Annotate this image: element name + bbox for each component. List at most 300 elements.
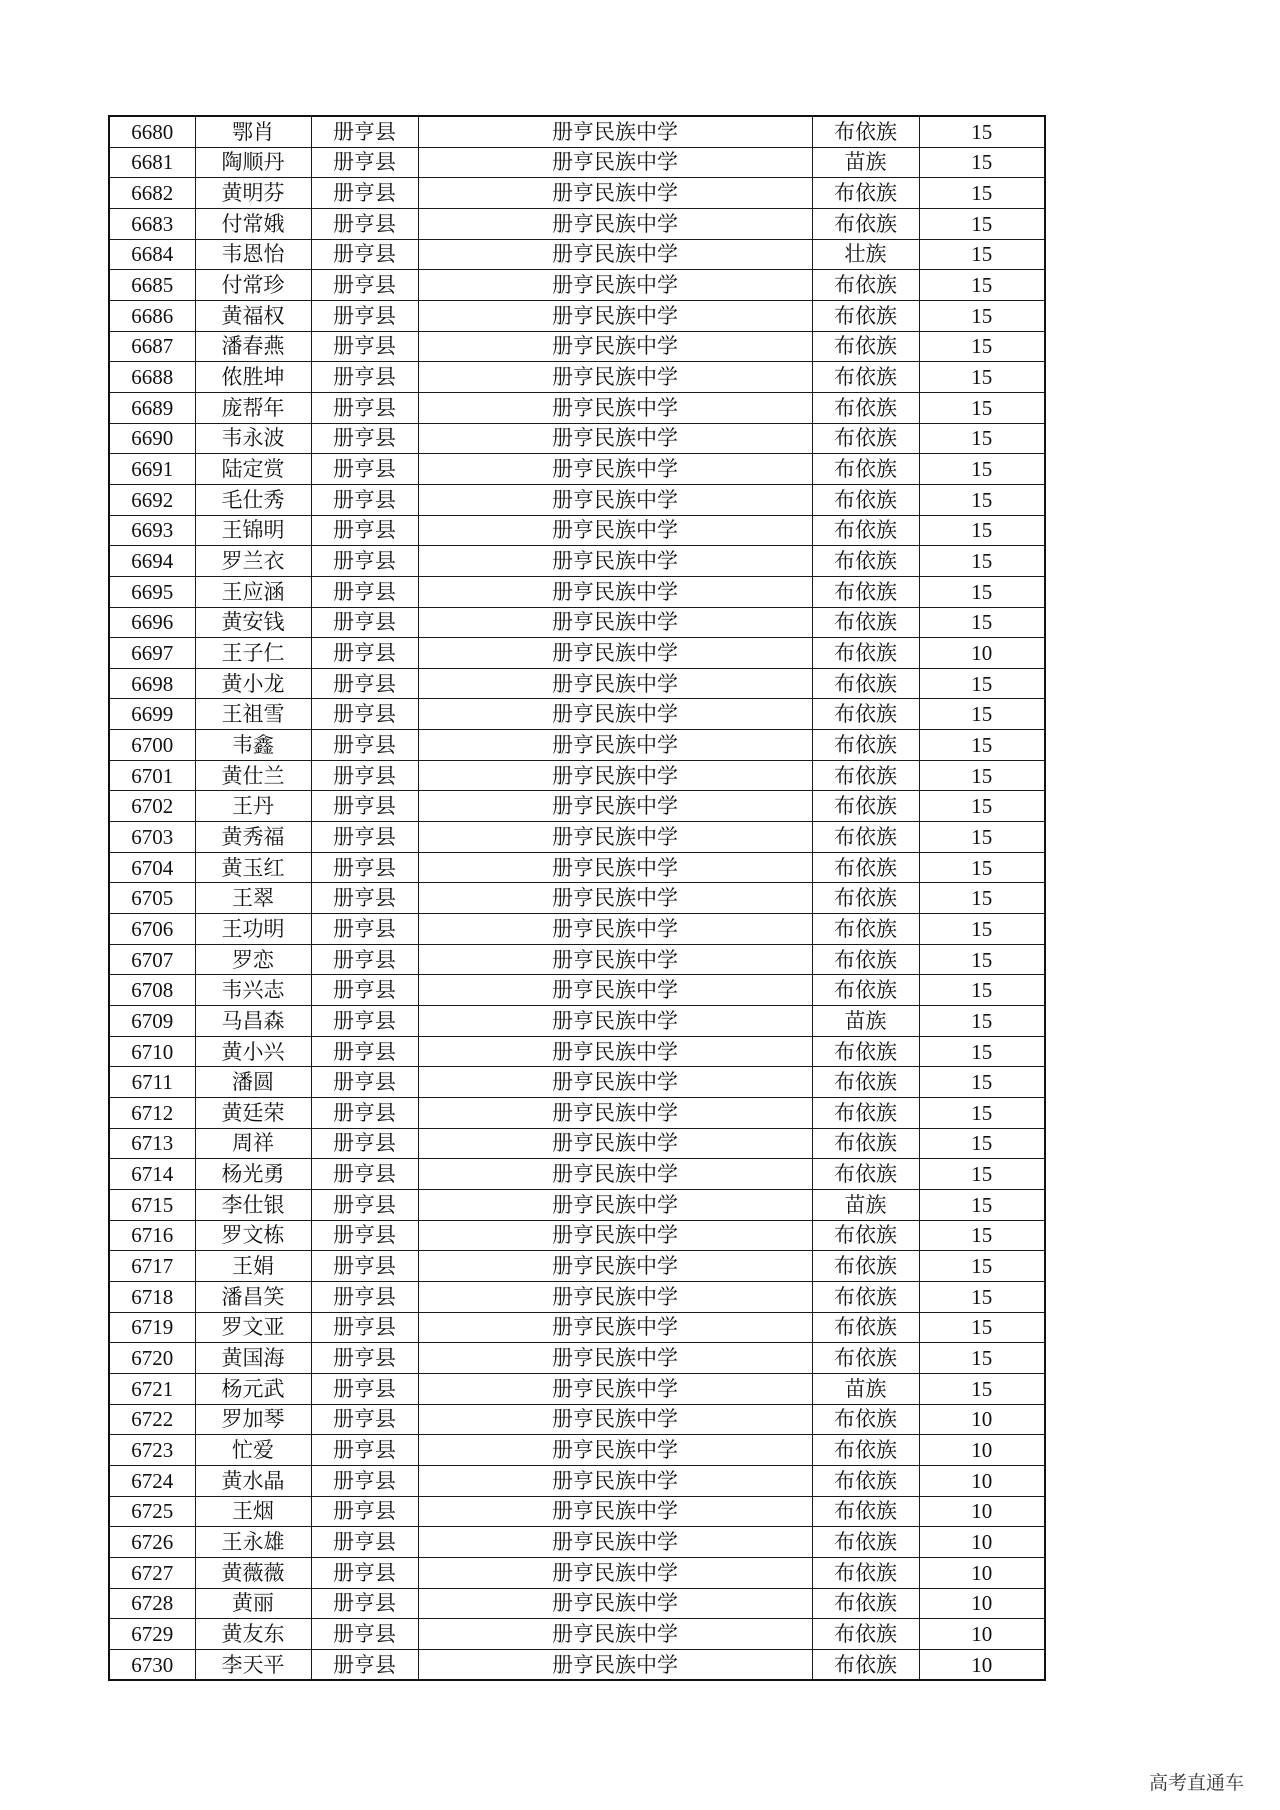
student-name-cell: 黄薇薇	[195, 1557, 311, 1588]
student-name-cell: 王娟	[195, 1251, 311, 1282]
county-cell: 册亨县	[311, 1098, 418, 1129]
student-name-cell: 韦兴志	[195, 975, 311, 1006]
bonus-points-cell: 15	[919, 362, 1045, 393]
watermark-text: 高考直通车	[1148, 1772, 1244, 1794]
serial-number-cell: 6680	[109, 116, 195, 147]
student-name-cell: 潘圆	[195, 1067, 311, 1098]
school-cell: 册亨民族中学	[418, 546, 812, 577]
score-table-body	[109, 116, 1045, 1680]
bonus-points-cell: 15	[919, 1312, 1045, 1343]
county-cell: 册亨县	[311, 607, 418, 638]
ethnicity-cell: 布依族	[812, 638, 919, 669]
table-row	[109, 576, 1045, 607]
serial-number-cell: 6689	[109, 392, 195, 423]
serial-number-cell: 6688	[109, 362, 195, 393]
ethnicity-cell: 布依族	[812, 822, 919, 853]
county-cell: 册亨县	[311, 1435, 418, 1466]
student-name-cell: 王应涵	[195, 576, 311, 607]
ethnicity-cell: 布依族	[812, 1220, 919, 1251]
serial-number-cell: 6728	[109, 1588, 195, 1619]
county-cell: 册亨县	[311, 730, 418, 761]
county-cell: 册亨县	[311, 392, 418, 423]
school-cell: 册亨民族中学	[418, 1098, 812, 1129]
county-cell: 册亨县	[311, 760, 418, 791]
county-cell: 册亨县	[311, 1619, 418, 1650]
student-name-cell: 韦永波	[195, 423, 311, 454]
bonus-points-cell: 15	[919, 178, 1045, 209]
ethnicity-cell: 布依族	[812, 1465, 919, 1496]
student-name-cell: 黄国海	[195, 1343, 311, 1374]
serial-number-cell: 6713	[109, 1128, 195, 1159]
student-name-cell: 黄明芬	[195, 178, 311, 209]
table-row	[109, 1312, 1045, 1343]
county-cell: 册亨县	[311, 331, 418, 362]
table-row	[109, 1619, 1045, 1650]
bonus-points-cell: 15	[919, 1343, 1045, 1374]
student-name-cell: 陆定赏	[195, 454, 311, 485]
table-row	[109, 638, 1045, 669]
school-cell: 册亨民族中学	[418, 1281, 812, 1312]
student-name-cell: 黄仕兰	[195, 760, 311, 791]
county-cell: 册亨县	[311, 270, 418, 301]
student-name-cell: 罗文栋	[195, 1220, 311, 1251]
student-name-cell: 王永雄	[195, 1527, 311, 1558]
bonus-points-cell: 15	[919, 484, 1045, 515]
bonus-points-cell: 15	[919, 1006, 1045, 1037]
serial-number-cell: 6693	[109, 515, 195, 546]
county-cell: 册亨县	[311, 1465, 418, 1496]
ethnicity-cell: 布依族	[812, 1098, 919, 1129]
bonus-points-cell: 10	[919, 1527, 1045, 1558]
ethnicity-cell: 布依族	[812, 852, 919, 883]
table-row	[109, 699, 1045, 730]
bonus-points-cell: 15	[919, 423, 1045, 454]
student-name-cell: 侬胜坤	[195, 362, 311, 393]
school-cell: 册亨民族中学	[418, 668, 812, 699]
bonus-points-cell: 15	[919, 331, 1045, 362]
table-row	[109, 1373, 1045, 1404]
table-row	[109, 178, 1045, 209]
bonus-points-cell: 15	[919, 147, 1045, 178]
student-name-cell: 王锦明	[195, 515, 311, 546]
ethnicity-cell: 壮族	[812, 239, 919, 270]
county-cell: 册亨县	[311, 944, 418, 975]
table-row	[109, 362, 1045, 393]
county-cell: 册亨县	[311, 975, 418, 1006]
bonus-points-cell: 15	[919, 852, 1045, 883]
student-name-cell: 马昌森	[195, 1006, 311, 1037]
school-cell: 册亨民族中学	[418, 331, 812, 362]
school-cell: 册亨民族中学	[418, 454, 812, 485]
ethnicity-cell: 布依族	[812, 975, 919, 1006]
ethnicity-cell: 布依族	[812, 331, 919, 362]
table-row	[109, 270, 1045, 301]
table-row	[109, 208, 1045, 239]
school-cell: 册亨民族中学	[418, 1006, 812, 1037]
table-row	[109, 1496, 1045, 1527]
school-cell: 册亨民族中学	[418, 576, 812, 607]
table-row	[109, 1006, 1045, 1037]
bonus-points-cell: 15	[919, 914, 1045, 945]
table-row	[109, 546, 1045, 577]
school-cell: 册亨民族中学	[418, 1220, 812, 1251]
table-row	[109, 1557, 1045, 1588]
serial-number-cell: 6698	[109, 668, 195, 699]
table-row	[109, 1435, 1045, 1466]
bonus-points-cell: 10	[919, 1435, 1045, 1466]
county-cell: 册亨县	[311, 484, 418, 515]
serial-number-cell: 6703	[109, 822, 195, 853]
serial-number-cell: 6692	[109, 484, 195, 515]
county-cell: 册亨县	[311, 1128, 418, 1159]
school-cell: 册亨民族中学	[418, 1036, 812, 1067]
student-name-cell: 黄小兴	[195, 1036, 311, 1067]
student-name-cell: 黄福权	[195, 300, 311, 331]
school-cell: 册亨民族中学	[418, 1189, 812, 1220]
serial-number-cell: 6730	[109, 1649, 195, 1680]
serial-number-cell: 6719	[109, 1312, 195, 1343]
serial-number-cell: 6714	[109, 1159, 195, 1190]
ethnicity-cell: 布依族	[812, 515, 919, 546]
school-cell: 册亨民族中学	[418, 239, 812, 270]
table-row	[109, 730, 1045, 761]
county-cell: 册亨县	[311, 791, 418, 822]
serial-number-cell: 6701	[109, 760, 195, 791]
student-name-cell: 鄂肖	[195, 116, 311, 147]
ethnicity-cell: 布依族	[812, 576, 919, 607]
table-row	[109, 760, 1045, 791]
school-cell: 册亨民族中学	[418, 1465, 812, 1496]
table-row	[109, 852, 1045, 883]
county-cell: 册亨县	[311, 1067, 418, 1098]
serial-number-cell: 6684	[109, 239, 195, 270]
bonus-points-cell: 15	[919, 1128, 1045, 1159]
school-cell: 册亨民族中学	[418, 1373, 812, 1404]
ethnicity-cell: 布依族	[812, 1435, 919, 1466]
county-cell: 册亨县	[311, 1649, 418, 1680]
serial-number-cell: 6725	[109, 1496, 195, 1527]
county-cell: 册亨县	[311, 1251, 418, 1282]
county-cell: 册亨县	[311, 1189, 418, 1220]
table-row	[109, 1036, 1045, 1067]
student-name-cell: 李仕银	[195, 1189, 311, 1220]
student-name-cell: 韦恩怡	[195, 239, 311, 270]
bonus-points-cell: 15	[919, 791, 1045, 822]
table-row	[109, 1098, 1045, 1129]
table-row	[109, 515, 1045, 546]
bonus-points-cell: 10	[919, 1588, 1045, 1619]
table-row	[109, 668, 1045, 699]
serial-number-cell: 6682	[109, 178, 195, 209]
serial-number-cell: 6694	[109, 546, 195, 577]
student-name-cell: 罗恋	[195, 944, 311, 975]
serial-number-cell: 6722	[109, 1404, 195, 1435]
serial-number-cell: 6710	[109, 1036, 195, 1067]
serial-number-cell: 6711	[109, 1067, 195, 1098]
ethnicity-cell: 苗族	[812, 1189, 919, 1220]
county-cell: 册亨县	[311, 362, 418, 393]
county-cell: 册亨县	[311, 178, 418, 209]
table-row	[109, 239, 1045, 270]
school-cell: 册亨民族中学	[418, 116, 812, 147]
county-cell: 册亨县	[311, 638, 418, 669]
serial-number-cell: 6705	[109, 883, 195, 914]
score-table	[108, 115, 1046, 1681]
school-cell: 册亨民族中学	[418, 1128, 812, 1159]
ethnicity-cell: 苗族	[812, 1006, 919, 1037]
ethnicity-cell: 布依族	[812, 178, 919, 209]
table-row	[109, 791, 1045, 822]
student-name-cell: 黄水晶	[195, 1465, 311, 1496]
bonus-points-cell: 10	[919, 1496, 1045, 1527]
serial-number-cell: 6706	[109, 914, 195, 945]
serial-number-cell: 6708	[109, 975, 195, 1006]
school-cell: 册亨民族中学	[418, 760, 812, 791]
county-cell: 册亨县	[311, 1373, 418, 1404]
bonus-points-cell: 10	[919, 1557, 1045, 1588]
bonus-points-cell: 15	[919, 607, 1045, 638]
county-cell: 册亨县	[311, 1404, 418, 1435]
table-row	[109, 822, 1045, 853]
student-name-cell: 庞帮年	[195, 392, 311, 423]
table-row	[109, 914, 1045, 945]
table-row	[109, 392, 1045, 423]
county-cell: 册亨县	[311, 852, 418, 883]
student-name-cell: 罗加琴	[195, 1404, 311, 1435]
ethnicity-cell: 布依族	[812, 208, 919, 239]
ethnicity-cell: 布依族	[812, 791, 919, 822]
student-name-cell: 黄友东	[195, 1619, 311, 1650]
table-row	[109, 1281, 1045, 1312]
ethnicity-cell: 布依族	[812, 1159, 919, 1190]
ethnicity-cell: 布依族	[812, 423, 919, 454]
serial-number-cell: 6681	[109, 147, 195, 178]
bonus-points-cell: 15	[919, 1281, 1045, 1312]
table-row	[109, 423, 1045, 454]
ethnicity-cell: 布依族	[812, 668, 919, 699]
student-name-cell: 黄廷荣	[195, 1098, 311, 1129]
serial-number-cell: 6704	[109, 852, 195, 883]
school-cell: 册亨民族中学	[418, 1312, 812, 1343]
bonus-points-cell: 15	[919, 1373, 1045, 1404]
student-name-cell: 忙爱	[195, 1435, 311, 1466]
bonus-points-cell: 10	[919, 1465, 1045, 1496]
bonus-points-cell: 15	[919, 116, 1045, 147]
student-name-cell: 潘昌笑	[195, 1281, 311, 1312]
student-name-cell: 杨光勇	[195, 1159, 311, 1190]
table-row	[109, 331, 1045, 362]
bonus-points-cell: 15	[919, 760, 1045, 791]
serial-number-cell: 6685	[109, 270, 195, 301]
ethnicity-cell: 布依族	[812, 1128, 919, 1159]
bonus-points-cell: 15	[919, 883, 1045, 914]
school-cell: 册亨民族中学	[418, 883, 812, 914]
ethnicity-cell: 布依族	[812, 1251, 919, 1282]
school-cell: 册亨民族中学	[418, 975, 812, 1006]
county-cell: 册亨县	[311, 822, 418, 853]
ethnicity-cell: 布依族	[812, 116, 919, 147]
ethnicity-cell: 布依族	[812, 944, 919, 975]
county-cell: 册亨县	[311, 1527, 418, 1558]
student-name-cell: 王翠	[195, 883, 311, 914]
ethnicity-cell: 布依族	[812, 914, 919, 945]
county-cell: 册亨县	[311, 1312, 418, 1343]
county-cell: 册亨县	[311, 1496, 418, 1527]
school-cell: 册亨民族中学	[418, 1588, 812, 1619]
county-cell: 册亨县	[311, 1006, 418, 1037]
bonus-points-cell: 15	[919, 546, 1045, 577]
school-cell: 册亨民族中学	[418, 1251, 812, 1282]
bonus-points-cell: 15	[919, 1098, 1045, 1129]
county-cell: 册亨县	[311, 116, 418, 147]
ethnicity-cell: 布依族	[812, 1496, 919, 1527]
student-name-cell: 周祥	[195, 1128, 311, 1159]
bonus-points-cell: 15	[919, 1036, 1045, 1067]
bonus-points-cell: 15	[919, 239, 1045, 270]
serial-number-cell: 6687	[109, 331, 195, 362]
school-cell: 册亨民族中学	[418, 699, 812, 730]
school-cell: 册亨民族中学	[418, 638, 812, 669]
county-cell: 册亨县	[311, 1220, 418, 1251]
county-cell: 册亨县	[311, 699, 418, 730]
county-cell: 册亨县	[311, 1036, 418, 1067]
county-cell: 册亨县	[311, 1343, 418, 1374]
serial-number-cell: 6697	[109, 638, 195, 669]
school-cell: 册亨民族中学	[418, 1067, 812, 1098]
ethnicity-cell: 布依族	[812, 1343, 919, 1374]
serial-number-cell: 6709	[109, 1006, 195, 1037]
student-name-cell: 王丹	[195, 791, 311, 822]
county-cell: 册亨县	[311, 668, 418, 699]
table-row	[109, 944, 1045, 975]
county-cell: 册亨县	[311, 914, 418, 945]
ethnicity-cell: 布依族	[812, 730, 919, 761]
table-row	[109, 116, 1045, 147]
school-cell: 册亨民族中学	[418, 822, 812, 853]
county-cell: 册亨县	[311, 546, 418, 577]
serial-number-cell: 6695	[109, 576, 195, 607]
serial-number-cell: 6718	[109, 1281, 195, 1312]
student-name-cell: 黄小龙	[195, 668, 311, 699]
table-row	[109, 1527, 1045, 1558]
student-name-cell: 王子仁	[195, 638, 311, 669]
student-name-cell: 潘春燕	[195, 331, 311, 362]
county-cell: 册亨县	[311, 147, 418, 178]
student-name-cell: 王祖雪	[195, 699, 311, 730]
ethnicity-cell: 布依族	[812, 392, 919, 423]
school-cell: 册亨民族中学	[418, 944, 812, 975]
serial-number-cell: 6702	[109, 791, 195, 822]
bonus-points-cell: 15	[919, 699, 1045, 730]
school-cell: 册亨民族中学	[418, 1557, 812, 1588]
serial-number-cell: 6726	[109, 1527, 195, 1558]
ethnicity-cell: 布依族	[812, 883, 919, 914]
county-cell: 册亨县	[311, 1159, 418, 1190]
ethnicity-cell: 布依族	[812, 1404, 919, 1435]
serial-number-cell: 6721	[109, 1373, 195, 1404]
table-row	[109, 1343, 1045, 1374]
bonus-points-cell: 15	[919, 576, 1045, 607]
bonus-points-cell: 10	[919, 1649, 1045, 1680]
table-row	[109, 1067, 1045, 1098]
ethnicity-cell: 布依族	[812, 1312, 919, 1343]
bonus-points-cell: 15	[919, 944, 1045, 975]
bonus-points-cell: 15	[919, 392, 1045, 423]
school-cell: 册亨民族中学	[418, 1435, 812, 1466]
school-cell: 册亨民族中学	[418, 392, 812, 423]
table-row	[109, 1649, 1045, 1680]
ethnicity-cell: 布依族	[812, 760, 919, 791]
serial-number-cell: 6717	[109, 1251, 195, 1282]
school-cell: 册亨民族中学	[418, 1159, 812, 1190]
school-cell: 册亨民族中学	[418, 362, 812, 393]
bonus-points-cell: 15	[919, 208, 1045, 239]
table-row	[109, 1251, 1045, 1282]
student-name-cell: 王功明	[195, 914, 311, 945]
county-cell: 册亨县	[311, 1557, 418, 1588]
bonus-points-cell: 15	[919, 668, 1045, 699]
school-cell: 册亨民族中学	[418, 791, 812, 822]
school-cell: 册亨民族中学	[418, 730, 812, 761]
school-cell: 册亨民族中学	[418, 515, 812, 546]
bonus-points-cell: 15	[919, 300, 1045, 331]
student-name-cell: 黄秀福	[195, 822, 311, 853]
county-cell: 册亨县	[311, 883, 418, 914]
bonus-points-cell: 15	[919, 1189, 1045, 1220]
table-row	[109, 1189, 1045, 1220]
school-cell: 册亨民族中学	[418, 147, 812, 178]
table-row	[109, 147, 1045, 178]
student-name-cell: 韦鑫	[195, 730, 311, 761]
bonus-points-cell: 15	[919, 454, 1045, 485]
ethnicity-cell: 布依族	[812, 1527, 919, 1558]
table-row	[109, 1588, 1045, 1619]
ethnicity-cell: 布依族	[812, 1281, 919, 1312]
school-cell: 册亨民族中学	[418, 484, 812, 515]
ethnicity-cell: 布依族	[812, 1649, 919, 1680]
table-row	[109, 300, 1045, 331]
table-row	[109, 1465, 1045, 1496]
serial-number-cell: 6720	[109, 1343, 195, 1374]
serial-number-cell: 6715	[109, 1189, 195, 1220]
school-cell: 册亨民族中学	[418, 1527, 812, 1558]
serial-number-cell: 6686	[109, 300, 195, 331]
serial-number-cell: 6707	[109, 944, 195, 975]
serial-number-cell: 6696	[109, 607, 195, 638]
county-cell: 册亨县	[311, 1281, 418, 1312]
serial-number-cell: 6723	[109, 1435, 195, 1466]
school-cell: 册亨民族中学	[418, 178, 812, 209]
bonus-points-cell: 15	[919, 730, 1045, 761]
table-row	[109, 975, 1045, 1006]
table-row	[109, 454, 1045, 485]
student-name-cell: 李天平	[195, 1649, 311, 1680]
table-row	[109, 1159, 1045, 1190]
serial-number-cell: 6716	[109, 1220, 195, 1251]
school-cell: 册亨民族中学	[418, 300, 812, 331]
student-name-cell: 付常珍	[195, 270, 311, 301]
serial-number-cell: 6727	[109, 1557, 195, 1588]
student-name-cell: 罗兰衣	[195, 546, 311, 577]
table-row	[109, 1220, 1045, 1251]
county-cell: 册亨县	[311, 576, 418, 607]
bonus-points-cell: 10	[919, 638, 1045, 669]
student-name-cell: 王烟	[195, 1496, 311, 1527]
ethnicity-cell: 苗族	[812, 147, 919, 178]
table-row	[109, 484, 1045, 515]
school-cell: 册亨民族中学	[418, 607, 812, 638]
ethnicity-cell: 苗族	[812, 1373, 919, 1404]
